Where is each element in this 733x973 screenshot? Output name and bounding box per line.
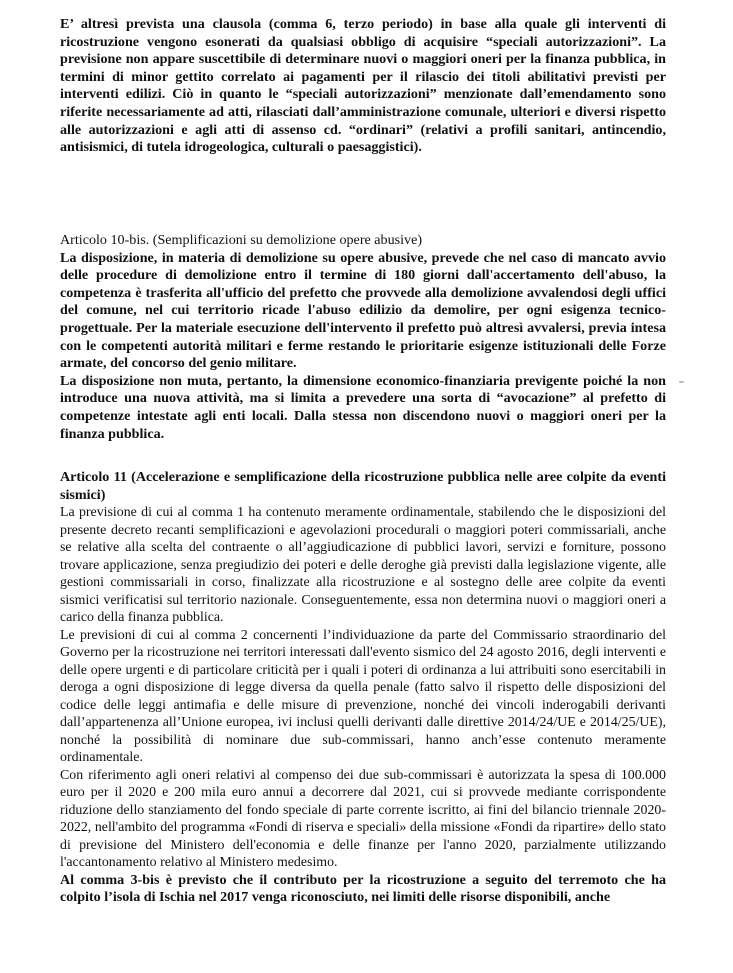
article-11-paragraph-2: Le previsioni di cui al comma 2 concernenti l’individuazione da parte del Commissario straordinario del Governo per la ricostruzione nei territori interessati dall'evento sismico del 24 agosto 2016, degli interventi e delle opere urgenti e di particolare criticità per i quali i poteri di ordinanza a lui attribuiti sono esercitabili in deroga a ogni disposizione di legge diversa da quella penale (fatto salvo il rispetto delle disposizioni del codice delle leggi antimafia e delle misure di prevenzione, nonché dei vincoli inderogabili derivanti dall’appartenenza all’Unione europea, ivi inclusi quelli derivanti dalle direttive 2014/24/UE e 2014/25/UE), nonché la possibilità di nominare due sub-commissari, hanno anch’esse contenuto meramente ordinamentale. (60, 627, 666, 766)
article-11-paragraph-3: Con riferimento agli oneri relativi al compenso dei due sub-commissari è autorizzata la spesa di 100.000 euro per il 2020 e 200 mila euro annui a decorrere dal 2021, cui si provvede mediante corrispondente riduzione dello stanziamento del fondo speciale di parte corrente iscritto, ai fini del bilancio triennale 2020-2022, nell'ambito del programma «Fondi di riserva e speciali» della missione «Fondi da ripartire» dello stato di previsione del Ministero dell'economia e delle finanze per l'anno 2020, parzialmente utilizzando l'accantonamento relativo al Ministero medesimo. (60, 767, 666, 871)
article-10bis-section (60, 232, 666, 443)
article-10bis-paragraph-2: La disposizione non muta, pertanto, la dimensione economico-finanziaria previgente poiché la non introduce una nuova attività, ma si limita a prevedere una sorta di “avocazione” al prefetto di competenze intestate agli enti locali. Dalla stessa non discendono nuovi o maggiori oneri per la finanza pubblica. (60, 372, 666, 442)
article-11-heading: Articolo 11 (Accelerazione e semplificazione della ricostruzione pubblica nelle aree colpite da eventi sismici) (60, 469, 666, 503)
article-10bis-paragraph-1: La disposizione, in materia di demolizione su opere abusive, prevede che nel caso di mancato avvio delle procedure di demolizione entro il termine di 180 giorni dall'accertamento dell'abuso, la competenza è trasferita all'ufficio del prefetto che provvede alla demolizione avvalendosi degli uffici del comune, nel cui territorio ricade l'abuso edilizio da demolire, per ogni esigenza tecnico-progettuale. Per la materiale esecuzione dell'intervento il prefetto può altresì avvalersi, previa intesa con le competenti autorità militari e ferme restando le prioritarie esigenze istituzionali delle Forze armate, del concorso del genio militare. (60, 249, 666, 372)
article-10bis-heading: Articolo 10-bis. (Semplificazioni su demolizione opere abusive) (60, 232, 423, 248)
article-11-paragraph-4: Al comma 3-bis è previsto che il contributo per la ricostruzione a seguito del terremoto che ha colpito l’isola di Ischia nel 2017 venga riconosciuto, nei limiti delle risorse disponibili, anche (60, 871, 666, 906)
article-11-section (60, 469, 666, 907)
scan-artifact (679, 381, 684, 383)
article-11-paragraph-1: La previsione di cui al comma 1 ha contenuto meramente ordinamentale, stabilendo che le disposizioni del presente decreto recanti semplificazioni e agevolazioni procedurali o maggiori poteri commissariali, anche se relative alla scelta del contraente o all’aggiudicazione di pubblici lavori, servizi e forniture, possono trovare applicazione, senza pregiudizio dei poteri e delle deroghe già previsti dalla legislazione vigente, alle gestioni commissariali in corso, finalizzate alla ricostruzione e al sostegno delle aree colpite da eventi sismici verificatisi sul territorio nazionale. Conseguentemente, essa non determina nuovi o maggiori oneri a carico della finanza pubblica. (60, 505, 666, 626)
intro-paragraph: E’ altresì prevista una clausola (comma 6, terzo periodo) in base alla quale gli interventi di ricostruzione vengono esonerati da qualsiasi obbligo di acquisire “speciali autorizzazioni”. La previsione non appare suscettibile di determinare nuovi o maggiori oneri per la finanza pubblica, in termini di minor gettito correlato ai pagamenti per il rilascio dei titoli abilitativi previsti per interventi edilizi. Ciò in quanto le “speciali autorizzazioni” menzionate dall’emendamento sono riferite necessariamente ad atti, rilasciati dall’amministrazione comunale, ulteriori e diversi rispetto alle autorizzazioni e agli atti di assenso cd. “ordinari” (relativi a profili sanitari, antincendio, antisismici, di tutela idrogeologica, culturali o paesaggistici). (60, 16, 666, 156)
